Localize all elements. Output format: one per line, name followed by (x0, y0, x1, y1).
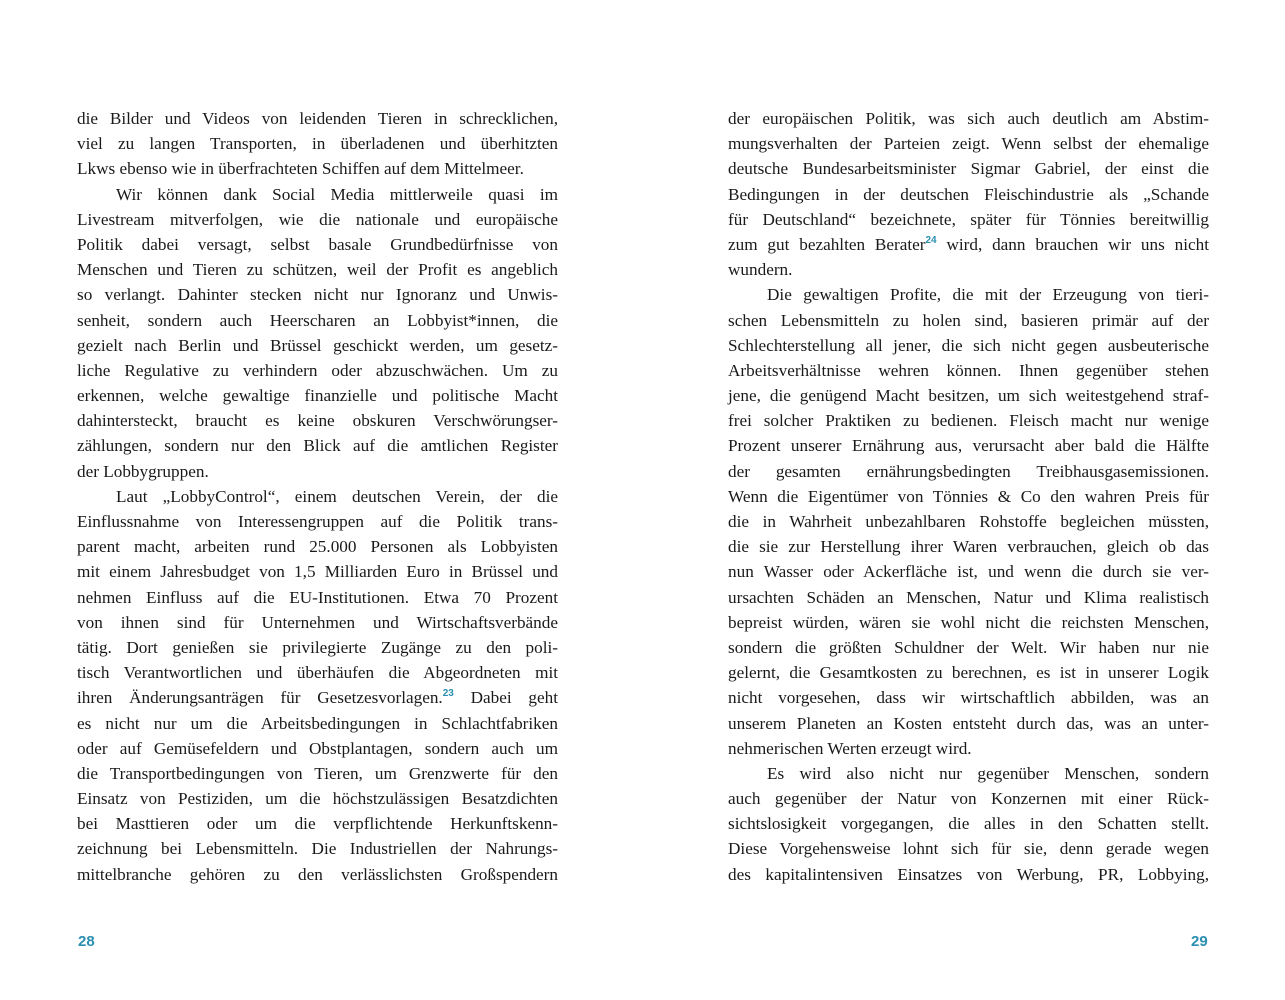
line-text: tisch Verantwortlichen und überhäufen die Abgeordneten mit (77, 663, 558, 683)
text-line (728, 534, 1209, 559)
line-text: Bedingungen in der deutschen Fleischindustrie als „Schande (728, 184, 1209, 204)
line-text: Arbeitsverhältnisse wehren können. Ihnen gegenüber stehen (728, 360, 1209, 380)
line-text: ihren Änderungsanträgen für Gesetzesvorlagen. (77, 688, 443, 708)
text-line (77, 207, 558, 232)
text-line (77, 333, 558, 358)
line-text: schen Lebensmitteln zu holen sind, basieren primär auf der (728, 310, 1209, 330)
text-line (77, 106, 558, 131)
line-text: Laut „LobbyControl“, einem deutschen Verein, der die (116, 486, 558, 506)
text-line (728, 106, 1209, 131)
line-text: der europäischen Politik, was sich auch deutlich am Abstim- (728, 109, 1209, 128)
text-line (77, 282, 558, 307)
text-line (77, 484, 558, 509)
text-line (77, 383, 558, 408)
page-left-text (77, 106, 558, 887)
line-text: die Transportbedingungen von Tieren, um Grenzwerte für den (77, 763, 558, 783)
text-line (77, 156, 558, 181)
text-line (728, 862, 1209, 887)
line-text: bepreist würden, wären sie wohl nicht die reichsten Menschen, (728, 612, 1209, 632)
line-text: Wir können dank Social Media mittlerweile quasi im (116, 184, 558, 204)
line-text: Wenn die Eigentümer von Tönnies & Co den wahren Preis für (728, 486, 1209, 506)
line-text: Livestream mitverfolgen, wie die nationale und europäische (77, 209, 558, 229)
line-text: von ihnen sind für Unternehmen und Wirtschaftsverbände (77, 612, 558, 632)
line-text: senheit, sondern auch Heerscharen an Lobbyist*innen, die (77, 310, 558, 330)
text-line (77, 408, 558, 433)
line-text: tätig. Dort genießen sie privilegierte Zugänge zu den poli- (77, 637, 558, 657)
line-text: erkennen, welche gewaltige finanzielle und politische Macht (77, 386, 558, 406)
text-line (728, 484, 1209, 509)
text-line (728, 836, 1209, 861)
text-line (728, 282, 1209, 307)
footnote-reference[interactable]: 24 (925, 234, 937, 246)
text-line (728, 433, 1209, 458)
footnote-reference[interactable]: 23 (442, 688, 454, 700)
line-text: der gesamten ernährungsbedingten Treibhausgasemissionen. (728, 461, 1209, 481)
text-line (728, 358, 1209, 383)
text-line (77, 610, 558, 635)
line-text: Einsatz von Pestiziden, um die höchstzulässigen Besatzdichten (77, 789, 558, 809)
line-text: Es wird also nicht nur gegenüber Menschen, sondern (767, 763, 1209, 783)
text-line (728, 685, 1209, 710)
text-line (77, 182, 558, 207)
text-line (728, 156, 1209, 181)
line-text: Politik dabei versagt, selbst basale Grundbedürfnisse von (77, 234, 558, 254)
line-text: oder auf Gemüsefeldern und Obstplantagen, sondern auch um (77, 738, 558, 758)
text-line (728, 182, 1209, 207)
text-line (728, 308, 1209, 333)
text-line (77, 811, 558, 836)
line-text: auch gegenüber der Natur von Konzernen mit einer Rück- (728, 789, 1209, 809)
line-text: die sie zur Herstellung ihrer Waren verbrauchen, gleich ob das (728, 537, 1209, 557)
line-text: unserem Planeten an Kosten entsteht durch das, was an unter- (728, 713, 1209, 733)
line-text: es nicht nur um die Arbeitsbedingungen in Schlachtfabriken (77, 713, 558, 733)
line-text: Dabei geht (453, 688, 559, 708)
text-line (77, 131, 558, 156)
line-text: Die gewaltigen Profite, die mit der Erzeugung von tieri- (767, 285, 1209, 305)
page-number-left: 28 (78, 933, 95, 950)
line-text: wundern. (728, 260, 793, 280)
line-text: zum gut bezahlten Berater (728, 234, 926, 254)
line-text: mungsverhalten der Parteien zeigt. Wenn selbst der ehemalige (728, 134, 1209, 154)
text-line (77, 534, 558, 559)
text-line (77, 509, 558, 534)
line-text: der Lobbygruppen. (77, 461, 209, 481)
line-text: sondern die größten Schuldner der Welt. Wir haben nur nie (728, 637, 1209, 657)
text-line (728, 711, 1209, 736)
line-text: zeichnung bei Lebensmitteln. Die Industriellen der Nahrungs- (77, 839, 558, 859)
text-line (77, 635, 558, 660)
text-line (77, 358, 558, 383)
text-line (77, 786, 558, 811)
text-line (77, 232, 558, 257)
line-text: Lkws ebenso wie in überfrachteten Schiffen auf dem Mittelmeer. (77, 159, 524, 179)
text-line (728, 232, 1209, 257)
page-right-text (728, 106, 1209, 887)
line-text: des kapitalintensiven Einsatzes von Werbung, PR, Lobbying, (728, 864, 1209, 884)
line-text: deutsche Bundesarbeitsminister Sigmar Gabriel, der einst die (728, 159, 1209, 179)
page-number-right: 29 (1191, 933, 1208, 950)
text-line (77, 459, 558, 484)
text-line (77, 559, 558, 584)
line-text: frei solcher Praktiken zu bedienen. Fleisch macht nur wenige (728, 411, 1209, 431)
line-text: dahintersteckt, braucht es keine obskuren Verschwörungser- (77, 411, 558, 431)
line-text: liche Regulative zu verhindern oder abzuschwächen. Um zu (77, 360, 558, 380)
line-text: sichtslosigkeit vorgegangen, die alles in den Schatten stellt. (728, 814, 1209, 834)
line-text: nehmerischen Werten erzeugt wird. (728, 738, 972, 758)
line-text: die in Wahrheit unbezahlbaren Rohstoffe begleichen müssten, (728, 512, 1209, 531)
line-text: Einflussnahme von Interessengruppen auf die Politik trans- (77, 512, 558, 531)
line-text: Schlechterstellung all jener, die sich nicht gegen ausbeuterische (728, 335, 1209, 355)
line-text: Diese Vorgehensweise lohnt sich für sie, denn gerade wegen (728, 839, 1209, 859)
text-line (77, 685, 558, 710)
text-line (728, 610, 1209, 635)
line-text: zählungen, sondern nur den Blick auf die amtlichen Register (77, 436, 558, 456)
text-line (728, 509, 1209, 534)
line-text: gelernt, die Gesamtkosten zu berechnen, es ist in unserer Logik (728, 663, 1209, 683)
line-text: nehmen Einfluss auf die EU-Institutionen. Etwa 70 Prozent (77, 587, 558, 607)
text-line (728, 786, 1209, 811)
line-text: ursachten Schäden an Menschen, Natur und Klima realistisch (728, 587, 1209, 607)
text-line (77, 585, 558, 610)
line-text: Menschen und Tieren zu schützen, weil der Profit es angeblich (77, 260, 558, 280)
line-text: nicht vorgesehen, dass wir wirtschaftlich abbilden, was an (728, 688, 1209, 708)
line-text: für Deutschland“ bezeichnete, später für Tönnies bereitwillig (728, 209, 1209, 229)
text-line (728, 660, 1209, 685)
text-line (77, 862, 558, 887)
line-text: mit einem Jahresbudget von 1,5 Milliarden Euro in Brüssel und (77, 562, 558, 582)
text-line (728, 761, 1209, 786)
line-text: Prozent unserer Ernährung aus, verursacht aber bald die Hälfte (728, 436, 1209, 456)
text-line (728, 131, 1209, 156)
text-line (728, 559, 1209, 584)
line-text: die Bilder und Videos von leidenden Tieren in schrecklichen, (77, 109, 558, 128)
text-line (77, 736, 558, 761)
text-line (728, 333, 1209, 358)
text-line (77, 761, 558, 786)
line-text: nun Wasser oder Ackerfläche ist, und wenn die durch sie ver- (728, 562, 1209, 582)
text-line (728, 459, 1209, 484)
text-line (77, 711, 558, 736)
line-text: jene, die genügend Macht besitzen, um sich weitestgehend straf- (728, 386, 1209, 406)
text-line (728, 383, 1209, 408)
text-line (728, 408, 1209, 433)
text-line (728, 736, 1209, 761)
text-line (77, 660, 558, 685)
text-line (728, 257, 1209, 282)
text-line (77, 836, 558, 861)
text-line (77, 308, 558, 333)
line-text: viel zu langen Transporten, in überladenen und überhitzten (77, 134, 558, 154)
line-text: gezielt nach Berlin und Brüssel geschickt werden, um gesetz- (77, 335, 558, 355)
line-text: mittelbranche gehören zu den verlässlichsten Großspendern (77, 864, 558, 884)
line-text: parent macht, arbeiten rund 25.000 Personen als Lobbyisten (77, 537, 558, 557)
line-text: wird, dann brauchen wir uns nicht (936, 234, 1209, 254)
text-line (728, 635, 1209, 660)
text-line (728, 207, 1209, 232)
line-text: so verlangt. Dahinter stecken nicht nur Ignoranz und Unwis- (77, 285, 558, 305)
text-line (728, 585, 1209, 610)
text-line (728, 811, 1209, 836)
line-text: bei Masttieren oder um die verpflichtende Herkunftskenn- (77, 814, 558, 834)
text-line (77, 433, 558, 458)
text-line (77, 257, 558, 282)
